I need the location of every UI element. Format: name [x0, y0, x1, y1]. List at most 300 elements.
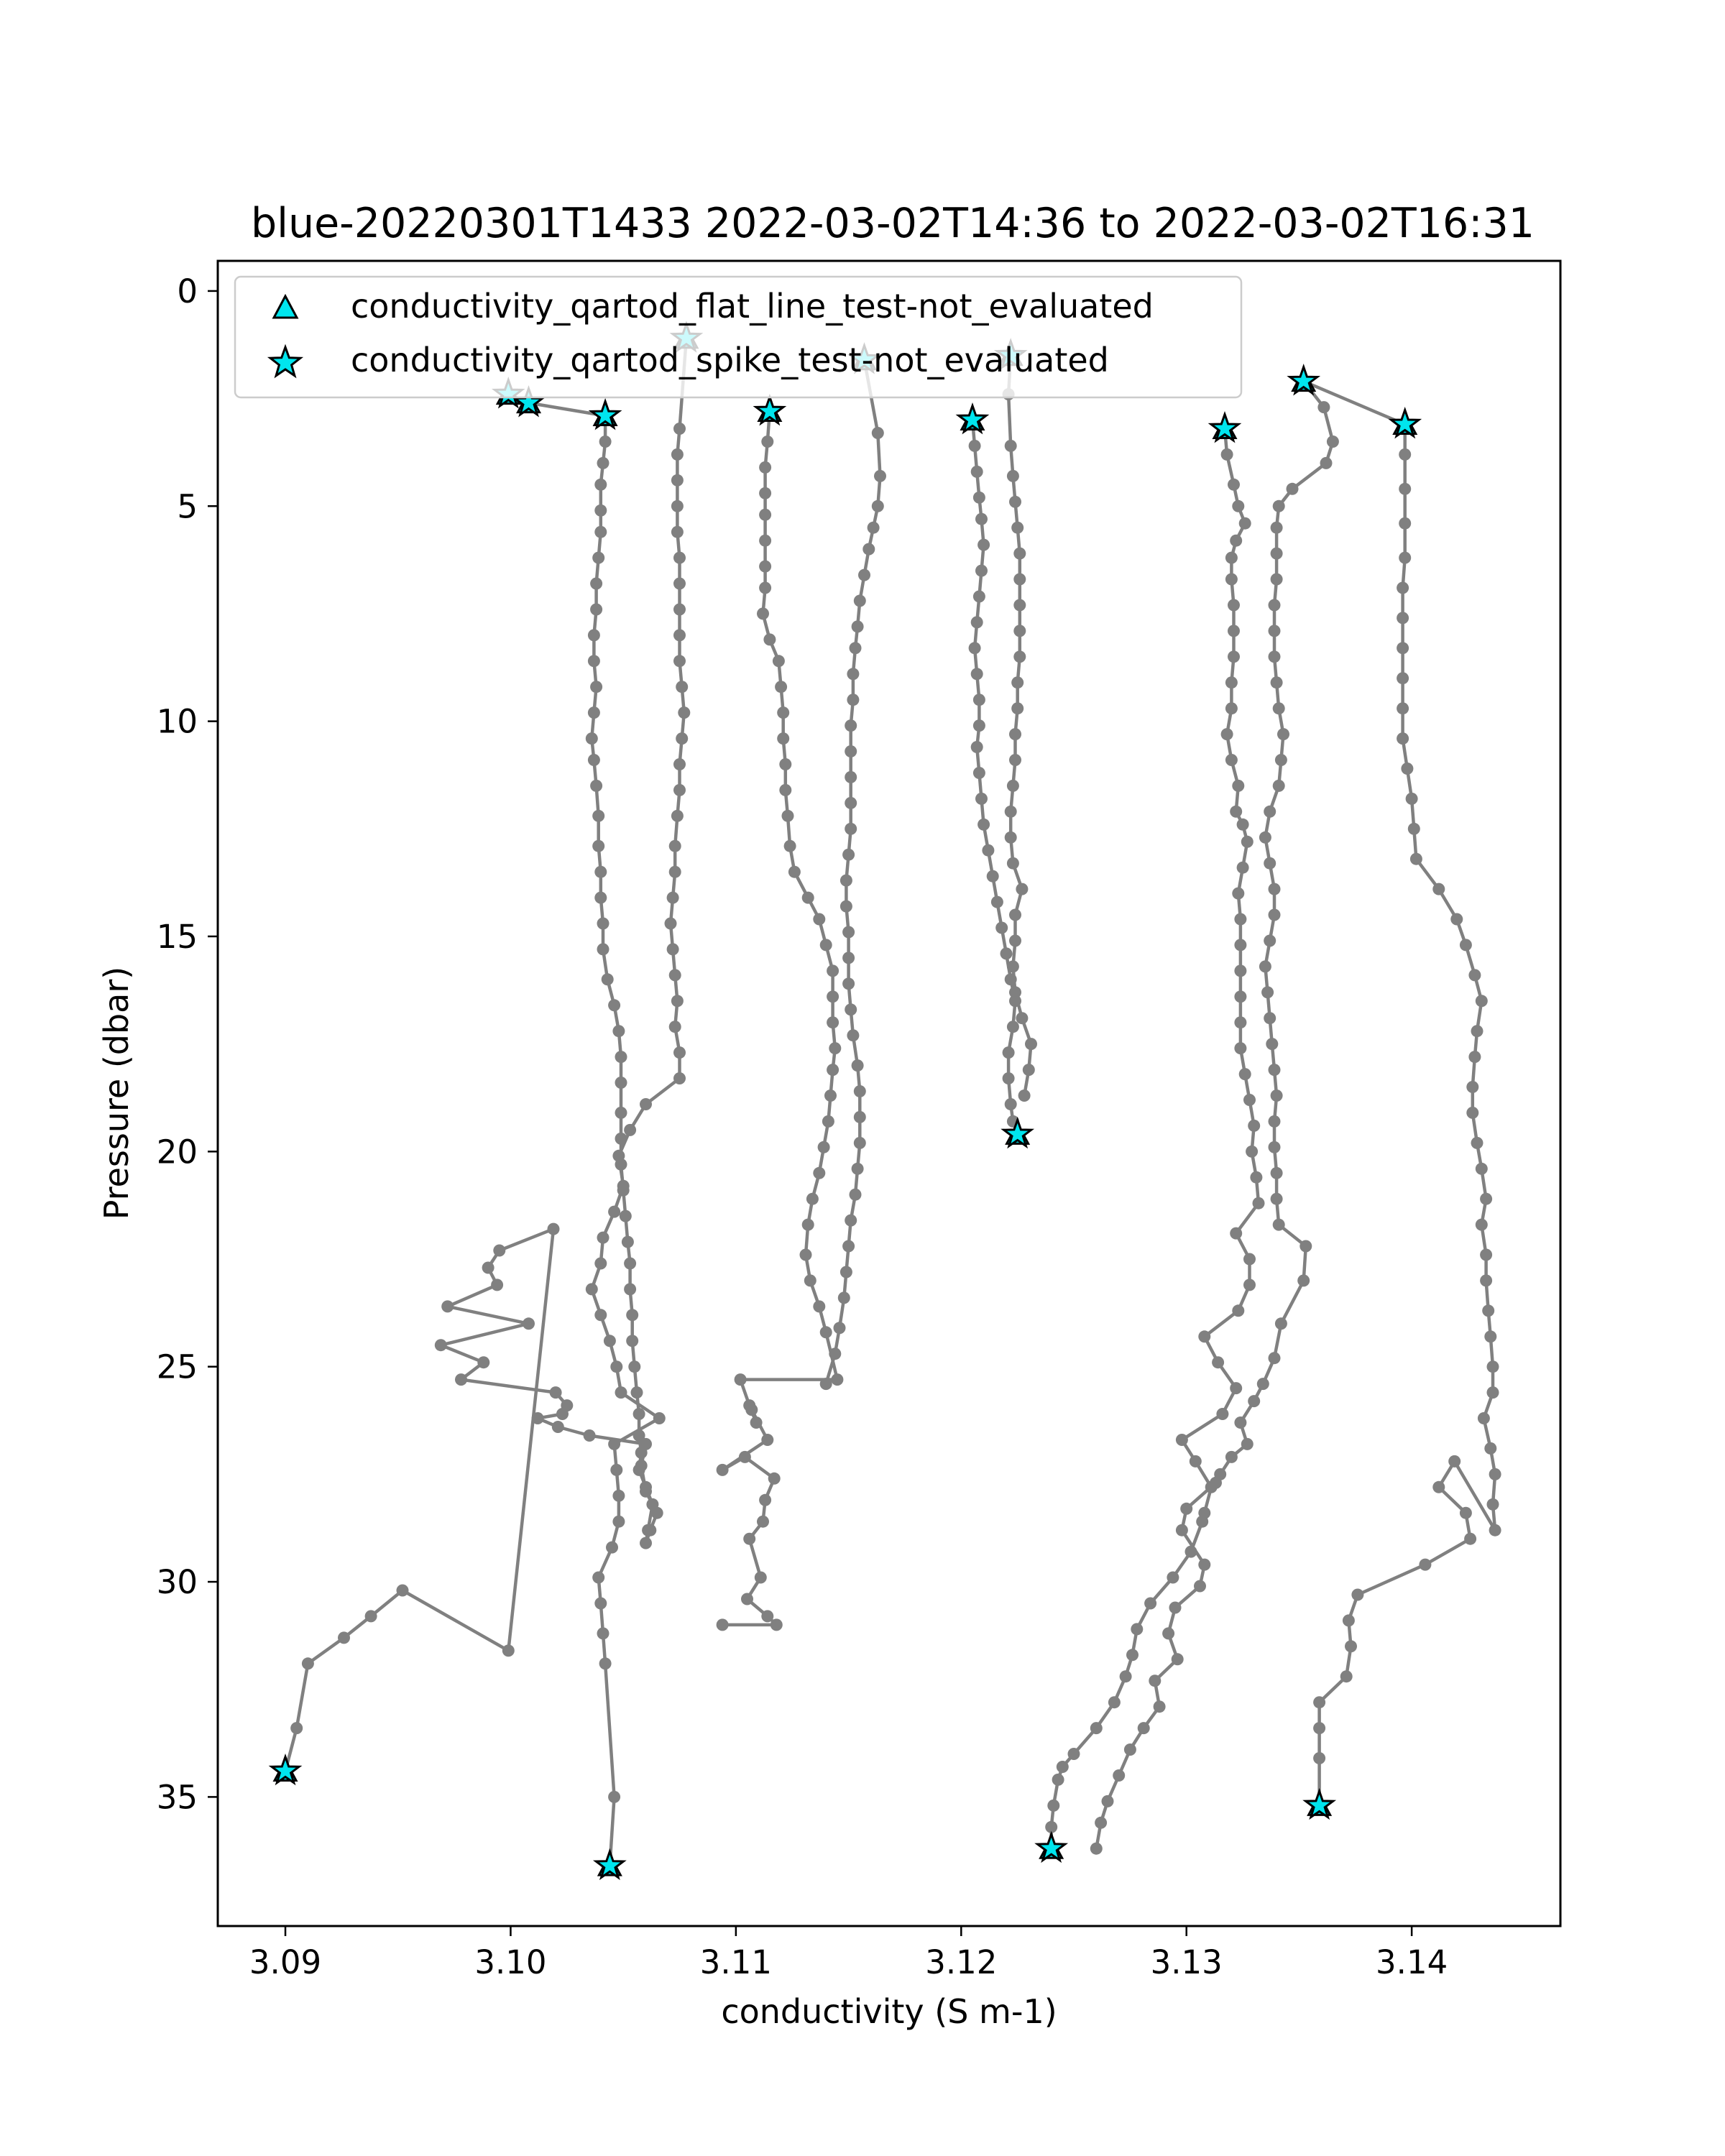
- data-point: [845, 823, 857, 835]
- data-point: [1399, 483, 1411, 495]
- data-point: [847, 668, 859, 680]
- data-point: [806, 1193, 819, 1205]
- data-point: [845, 797, 857, 809]
- data-point: [640, 1537, 652, 1549]
- data-point: [1271, 548, 1283, 560]
- data-point: [590, 681, 602, 693]
- data-point: [1273, 702, 1285, 714]
- data-point: [842, 849, 855, 861]
- data-point: [1476, 1163, 1488, 1175]
- data-point: [624, 1258, 636, 1270]
- data-point: [1489, 1524, 1501, 1537]
- data-point: [673, 758, 686, 770]
- data-point: [673, 552, 686, 564]
- data-point: [1025, 1038, 1037, 1050]
- data-point: [640, 1438, 652, 1450]
- data-point: [597, 918, 610, 930]
- data-point: [1003, 1072, 1015, 1084]
- data-point: [1018, 1089, 1031, 1102]
- data-point: [594, 479, 607, 491]
- data-point: [717, 1464, 729, 1476]
- data-point: [635, 1460, 648, 1472]
- data-point: [759, 461, 771, 474]
- data-point: [1484, 1330, 1496, 1342]
- data-point: [852, 620, 864, 632]
- data-point: [612, 1516, 625, 1528]
- data-point: [1466, 1107, 1478, 1119]
- data-point: [671, 526, 684, 538]
- data-point: [482, 1262, 494, 1274]
- data-point: [612, 1150, 625, 1162]
- data-point: [1234, 990, 1246, 1003]
- data-point: [597, 1232, 610, 1244]
- data-point: [338, 1631, 350, 1644]
- data-point: [1237, 819, 1249, 831]
- data-point: [777, 706, 789, 719]
- data-point: [590, 780, 602, 792]
- data-point: [759, 561, 771, 573]
- data-point: [1397, 612, 1409, 624]
- data-point: [975, 565, 988, 577]
- data-point: [477, 1356, 489, 1368]
- legend-label-spike: conductivity_qartod_spike_test-not_evaluated: [351, 341, 1109, 379]
- data-point: [969, 642, 981, 654]
- data-point: [673, 629, 686, 641]
- data-point: [502, 1644, 515, 1657]
- data-point: [847, 694, 859, 706]
- data-point: [671, 995, 684, 1007]
- data-point: [1011, 676, 1024, 688]
- data-point: [1090, 1843, 1103, 1855]
- data-point: [1120, 1670, 1132, 1682]
- legend-item-spike: [270, 341, 1109, 379]
- data-point: [604, 1335, 616, 1347]
- data-point: [773, 655, 785, 667]
- data-point: [845, 771, 857, 783]
- data-point: [612, 1490, 625, 1502]
- data-point: [1009, 909, 1021, 921]
- data-point: [653, 1412, 666, 1424]
- data-point: [1476, 1219, 1488, 1231]
- data-point: [1340, 1670, 1353, 1682]
- data-point: [594, 866, 607, 878]
- data-point: [1248, 1395, 1260, 1407]
- data-point: [761, 1434, 773, 1446]
- data-point: [1234, 1016, 1246, 1028]
- data-point: [676, 681, 688, 693]
- data-point: [1113, 1769, 1125, 1782]
- data-point: [594, 505, 607, 517]
- data-point: [973, 767, 985, 779]
- data-point: [1320, 457, 1333, 469]
- data-point: [779, 784, 791, 796]
- data-point: [671, 500, 684, 512]
- data-point: [594, 1598, 607, 1610]
- data-point: [1313, 1696, 1325, 1708]
- data-point: [1003, 1046, 1015, 1059]
- data-point: [1011, 702, 1024, 714]
- data-point: [1248, 1120, 1260, 1132]
- data-point: [761, 436, 773, 448]
- data-point: [1057, 1761, 1069, 1773]
- data-point: [673, 423, 686, 435]
- data-point: [597, 943, 610, 955]
- data-point: [750, 1416, 763, 1429]
- data-point: [1345, 1640, 1357, 1652]
- data-point: [1126, 1649, 1138, 1661]
- data-point: [594, 526, 607, 538]
- data-point: [1471, 1137, 1484, 1149]
- data-point: [671, 448, 684, 461]
- data-point: [599, 436, 612, 448]
- data-point: [842, 952, 855, 964]
- data-point: [1471, 1025, 1484, 1037]
- data-point: [1269, 1064, 1281, 1076]
- data-point: [973, 719, 985, 732]
- data-point: [782, 810, 794, 822]
- data-point: [1007, 470, 1019, 482]
- data-point: [1212, 1356, 1224, 1368]
- data-point: [1221, 448, 1233, 461]
- data-point: [868, 522, 880, 534]
- y-tick-label: 5: [177, 487, 198, 526]
- data-point: [1016, 883, 1028, 895]
- data-point: [1013, 599, 1026, 612]
- data-point: [1271, 1167, 1283, 1179]
- data-point: [1317, 401, 1330, 413]
- data-point: [588, 655, 600, 667]
- data-point: [624, 1124, 636, 1136]
- data-point: [1009, 496, 1021, 508]
- data-point: [1196, 1516, 1208, 1528]
- data-point: [592, 1572, 604, 1584]
- data-point: [971, 466, 983, 478]
- data-point: [1239, 1068, 1251, 1080]
- data-point: [1432, 1481, 1445, 1493]
- data-point: [1269, 650, 1281, 663]
- data-point: [1013, 650, 1026, 663]
- data-point: [1009, 754, 1021, 766]
- data-point: [973, 591, 985, 603]
- data-point: [768, 1473, 781, 1485]
- data-point: [1124, 1743, 1136, 1756]
- data-point: [592, 840, 604, 852]
- data-point: [631, 1386, 643, 1399]
- data-point: [1259, 831, 1271, 844]
- data-point: [1102, 1795, 1114, 1807]
- x-tick-label: 3.14: [1376, 1943, 1448, 1981]
- y-tick-label: 20: [156, 1133, 198, 1171]
- data-point: [1269, 625, 1281, 637]
- data-point: [455, 1373, 467, 1386]
- data-point: [829, 1348, 841, 1360]
- data-point: [1228, 625, 1240, 637]
- data-point: [1225, 552, 1238, 564]
- data-point: [1172, 1653, 1184, 1665]
- data-point: [1399, 448, 1411, 461]
- data-point: [802, 1219, 814, 1231]
- data-point: [1221, 728, 1233, 740]
- data-point: [800, 1249, 812, 1261]
- data-point: [1269, 883, 1281, 895]
- y-tick-label: 0: [177, 272, 198, 310]
- data-point: [872, 427, 884, 439]
- data-point: [827, 990, 839, 1003]
- data-point: [552, 1421, 564, 1433]
- data-point: [1487, 1360, 1499, 1373]
- data-point: [1234, 1042, 1246, 1054]
- data-point: [1047, 1800, 1059, 1812]
- data-point: [1271, 1089, 1283, 1102]
- data-point: [592, 810, 604, 822]
- data-point: [1009, 935, 1021, 947]
- data-point: [1275, 1317, 1287, 1330]
- data-point: [671, 810, 684, 822]
- data-point: [610, 1360, 622, 1373]
- data-point: [850, 1189, 862, 1201]
- data-point: [1408, 823, 1420, 835]
- data-point: [1180, 1503, 1192, 1515]
- data-point: [1237, 862, 1249, 874]
- data-point: [1243, 1094, 1256, 1106]
- data-point: [590, 578, 602, 590]
- data-point: [975, 793, 988, 805]
- data-point: [987, 870, 999, 883]
- data-point: [1273, 500, 1285, 512]
- data-point: [842, 977, 855, 990]
- data-point: [739, 1451, 751, 1463]
- data-point: [590, 604, 602, 616]
- data-point: [602, 973, 614, 985]
- data-point: [1243, 1279, 1256, 1291]
- data-point: [813, 913, 825, 926]
- data-point: [1230, 1382, 1242, 1394]
- legend-item-flat-line: [274, 287, 1154, 326]
- data-point: [586, 732, 598, 745]
- data-point: [1397, 702, 1409, 714]
- data-point: [640, 1098, 652, 1110]
- data-point: [1269, 1115, 1281, 1128]
- data-point: [1230, 806, 1242, 818]
- data-point: [822, 1115, 834, 1128]
- data-point: [1300, 1240, 1312, 1253]
- y-tick-label: 10: [156, 702, 198, 741]
- data-point: [852, 1163, 864, 1175]
- data-point: [1176, 1524, 1188, 1537]
- data-point: [845, 1003, 857, 1015]
- data-point: [1162, 1627, 1174, 1639]
- data-point: [973, 492, 985, 504]
- x-tick-label: 3.11: [699, 1943, 772, 1981]
- data-point: [745, 1404, 758, 1416]
- data-point: [435, 1339, 447, 1351]
- data-point: [548, 1223, 560, 1235]
- data-point: [813, 1167, 825, 1179]
- data-point: [1269, 1352, 1281, 1364]
- data-point: [1228, 599, 1240, 612]
- data-point: [1460, 1507, 1472, 1519]
- y-tick-label: 15: [156, 917, 198, 956]
- data-point: [599, 1657, 612, 1669]
- data-point: [1230, 1227, 1242, 1240]
- data-point: [1246, 1146, 1258, 1158]
- data-point: [1210, 1477, 1222, 1489]
- data-point: [676, 732, 688, 745]
- data-point: [673, 1072, 686, 1084]
- data-point: [813, 1300, 825, 1312]
- data-point: [1271, 522, 1283, 534]
- data-point: [1007, 857, 1019, 870]
- data-point: [840, 900, 852, 913]
- data-point: [743, 1533, 755, 1545]
- data-point: [1232, 888, 1244, 900]
- data-point: [759, 582, 771, 594]
- data-point: [838, 1291, 850, 1304]
- data-point: [1009, 986, 1021, 998]
- data-point: [840, 875, 852, 887]
- data-point: [1108, 1696, 1121, 1708]
- data-point: [1271, 573, 1283, 586]
- data-point: [1264, 1012, 1276, 1024]
- x-tick-label: 3.12: [925, 1943, 998, 1981]
- data-point: [1023, 1064, 1035, 1076]
- data-point: [820, 939, 832, 951]
- data-point: [1007, 1021, 1019, 1033]
- data-point: [1297, 1274, 1310, 1286]
- data-point: [597, 457, 610, 469]
- y-tick-label: 25: [156, 1348, 198, 1386]
- data-point: [852, 1059, 864, 1072]
- data-point: [678, 706, 690, 719]
- data-point: [1241, 836, 1254, 848]
- data-point: [1013, 625, 1026, 637]
- data-point: [594, 892, 607, 904]
- data-point: [995, 922, 1008, 934]
- data-point: [1138, 1722, 1150, 1734]
- data-point: [842, 926, 855, 939]
- data-point: [1259, 960, 1271, 972]
- data-point: [1131, 1623, 1143, 1635]
- data-point: [608, 1438, 620, 1450]
- data-point: [1225, 676, 1238, 688]
- data-point: [1482, 1304, 1494, 1317]
- data-point: [532, 1412, 544, 1424]
- data-point: [971, 616, 983, 628]
- data-point: [1327, 436, 1339, 448]
- data-point: [1401, 763, 1413, 775]
- data-point: [588, 706, 600, 719]
- data-point: [673, 784, 686, 796]
- data-point: [620, 1210, 632, 1222]
- data-point: [788, 866, 801, 878]
- data-point: [1489, 1468, 1501, 1480]
- data-point: [1239, 517, 1251, 530]
- data-point: [626, 1309, 638, 1321]
- legend: [235, 277, 1241, 397]
- data-point: [1261, 986, 1274, 998]
- data-point: [302, 1657, 314, 1669]
- data-point: [1487, 1498, 1499, 1511]
- data-point: [757, 607, 769, 619]
- data-point: [820, 1326, 832, 1338]
- data-point: [1176, 1434, 1188, 1446]
- data-point: [610, 1464, 622, 1476]
- data-point: [978, 539, 990, 551]
- data-point: [874, 470, 886, 482]
- data-point: [741, 1593, 753, 1606]
- data-point: [1399, 552, 1411, 564]
- data-point: [840, 1266, 852, 1279]
- data-point: [1149, 1674, 1161, 1687]
- data-point: [735, 1373, 747, 1386]
- data-point: [612, 1025, 625, 1037]
- data-point: [1269, 599, 1281, 612]
- data-point: [1351, 1589, 1363, 1601]
- data-point: [1011, 522, 1024, 534]
- data-point: [667, 943, 679, 955]
- data-point: [1167, 1572, 1179, 1584]
- data-point: [1271, 676, 1283, 688]
- data-point: [1068, 1748, 1080, 1760]
- data-point: [1241, 1438, 1254, 1450]
- data-point: [1468, 1051, 1481, 1063]
- x-tick-label: 3.10: [474, 1943, 547, 1981]
- data-point: [1228, 479, 1240, 491]
- data-point: [365, 1610, 377, 1622]
- data-point: [717, 1618, 729, 1631]
- chart-title: blue-20220301T1433 2022-03-02T14:36 to 2022-03-02T16:31: [250, 200, 1535, 247]
- data-point: [606, 1542, 618, 1554]
- data-point: [854, 1085, 866, 1097]
- data-point: [1198, 1330, 1210, 1342]
- data-point: [1154, 1700, 1166, 1713]
- data-point: [971, 668, 983, 680]
- data-point: [1406, 793, 1418, 805]
- data-point: [1448, 1455, 1460, 1468]
- data-point: [845, 745, 857, 757]
- data-point: [777, 732, 789, 745]
- data-point: [991, 896, 1003, 908]
- data-point: [1264, 935, 1276, 947]
- data-point: [1343, 1614, 1355, 1626]
- data-point: [784, 840, 796, 852]
- data-point: [1225, 754, 1238, 766]
- data-point: [1397, 642, 1409, 654]
- data-point: [757, 1516, 769, 1528]
- data-point: [1232, 780, 1244, 792]
- data-point: [1005, 806, 1017, 818]
- data-point: [850, 642, 862, 654]
- data-point: [827, 964, 839, 977]
- data-point: [1228, 650, 1240, 663]
- data-point: [523, 1317, 535, 1330]
- data-point: [1269, 909, 1281, 921]
- data-point: [1450, 913, 1463, 926]
- data-point: [1234, 939, 1246, 951]
- data-point: [1464, 1533, 1476, 1545]
- data-point: [842, 1240, 855, 1253]
- data-point: [667, 892, 679, 904]
- data-point: [669, 866, 681, 878]
- data-point: [1397, 732, 1409, 745]
- data-point: [1005, 1098, 1017, 1110]
- data-point: [1397, 582, 1409, 594]
- data-point: [971, 741, 983, 753]
- data-point: [1476, 995, 1488, 1007]
- data-point: [1250, 1171, 1262, 1184]
- data-point: [1095, 1817, 1107, 1829]
- data-point: [969, 440, 981, 452]
